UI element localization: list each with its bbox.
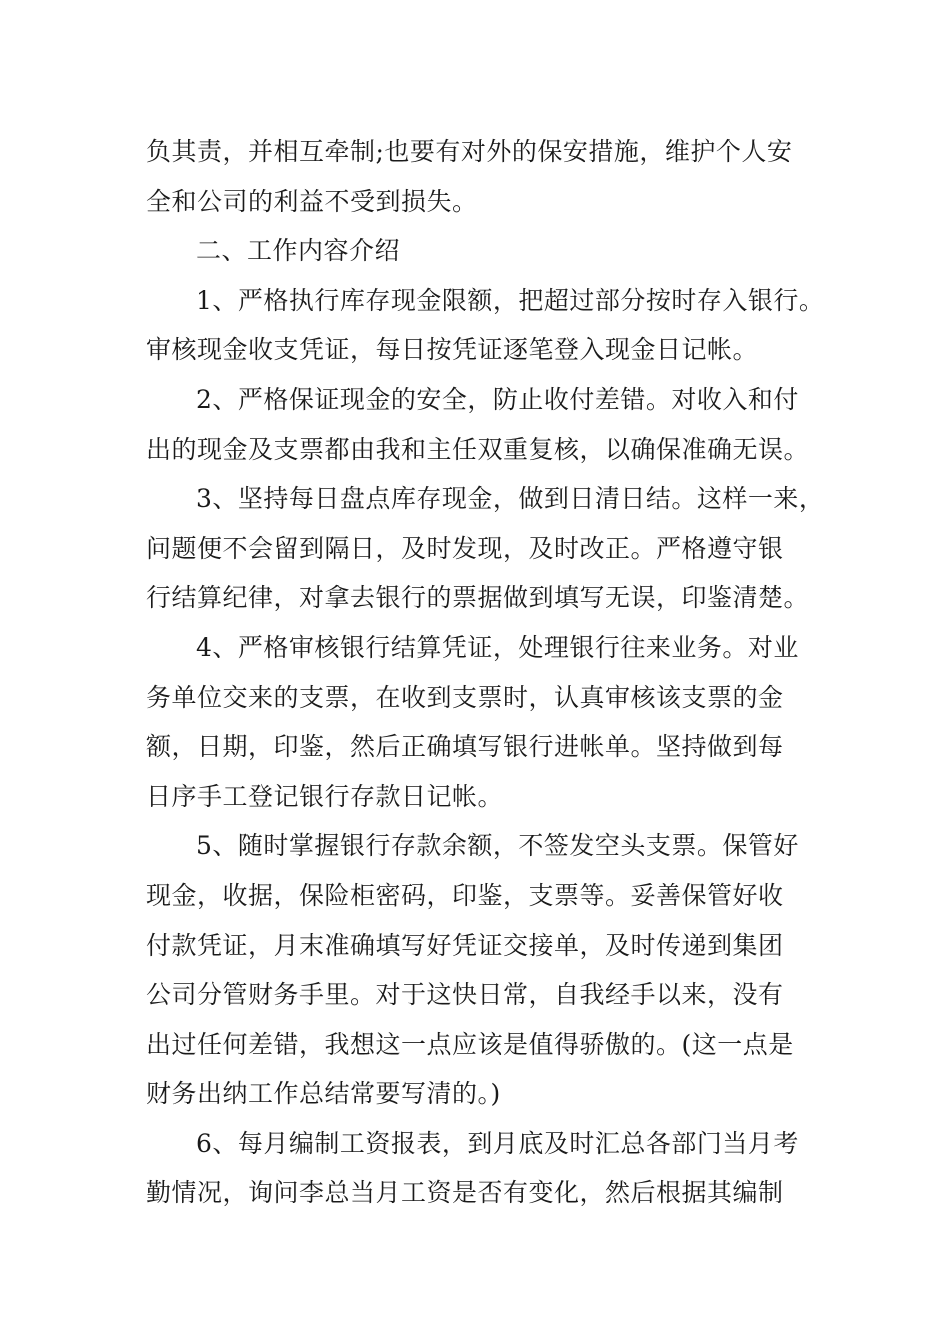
text-line: 6、每月编制工资报表，到月底及时汇总各部门当月考 xyxy=(196,1128,799,1158)
text-line: 日序手工登记银行存款日记帐。 xyxy=(146,781,504,811)
text-line: 出的现金及支票都由我和主任双重复核，以确保准确无误。 xyxy=(146,434,810,464)
document-body xyxy=(146,127,826,1218)
text-line: 全和公司的利益不受到损失。 xyxy=(146,186,478,216)
text-line: 额，日期，印鉴，然后正确填写银行进帐单。坚持做到每 xyxy=(146,732,784,762)
text-line: 1、严格执行库存现金限额，把超过部分按时存入银行。 xyxy=(196,285,825,315)
text-line: 问题便不会留到隔日，及时发现，及时改正。严格遵守银 xyxy=(146,533,784,563)
text-line: 务单位交来的支票，在收到支票时，认真审核该支票的金 xyxy=(146,682,784,712)
text-line: 3、坚持每日盘点库存现金，做到日清日结。这样一来， xyxy=(196,484,825,514)
text-line: 付款凭证，月末准确填写好凭证交接单，及时传递到集团 xyxy=(146,930,784,960)
text-line: 出过任何差错，我想这一点应该是值得骄傲的。(这一点是 xyxy=(146,1029,794,1059)
text-line: 勤情况，询问李总当月工资是否有变化，然后根据其编制 xyxy=(146,1178,784,1208)
text-line: 现金，收据，保险柜密码，印鉴，支票等。妥善保管好收 xyxy=(146,880,784,910)
text-line: 审核现金收支凭证，每日按凭证逐笔登入现金日记帐。 xyxy=(146,335,759,365)
text-line: 2、严格保证现金的安全，防止收付差错。对收入和付 xyxy=(196,384,799,414)
text-line: 负其责，并相互牵制;也要有对外的保安措施，维护个人安 xyxy=(146,137,793,166)
text-line: 公司分管财务手里。对于这快日常，自我经手以来，没有 xyxy=(146,980,784,1010)
section-heading: 二、工作内容介绍 xyxy=(196,236,401,266)
text-line: 行结算纪律，对拿去银行的票据做到填写无误，印鉴清楚。 xyxy=(146,583,810,613)
text-line: 4、严格审核银行结算凭证，处理银行往来业务。对业 xyxy=(196,632,799,662)
text-line: 财务出纳工作总结常要写清的。) xyxy=(146,1079,501,1109)
text-line: 5、随时掌握银行存款余额，不签发空头支票。保管好 xyxy=(196,831,799,861)
